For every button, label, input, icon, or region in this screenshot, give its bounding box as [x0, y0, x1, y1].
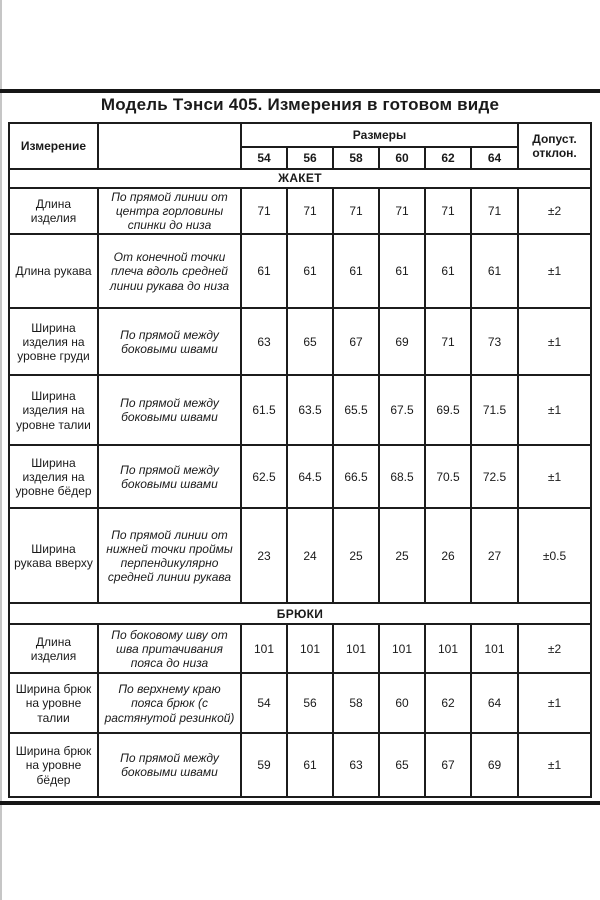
size-value-cell: 71.5 [471, 375, 518, 445]
size-value-cell: 69.5 [425, 375, 471, 445]
size-value-cell: 71 [241, 188, 287, 234]
size-value-cell: 63.5 [287, 375, 333, 445]
size-value-cell: 101 [287, 624, 333, 673]
section-row-pants [9, 603, 591, 624]
size-value-cell: 54 [241, 673, 287, 733]
size-value-cell: 58 [333, 673, 379, 733]
size-value-cell: 64 [471, 673, 518, 733]
size-value-cell: 64.5 [287, 445, 333, 508]
size-value-cell: 61.5 [241, 375, 287, 445]
table-row [9, 308, 591, 375]
table-row [9, 673, 591, 733]
size-value-cell: 101 [425, 624, 471, 673]
measurement-name-cell: Длина рукава [9, 234, 98, 308]
measurement-name-cell: Ширина изделия на уровне бёдер [9, 445, 98, 508]
size-value-cell: 61 [287, 234, 333, 308]
size-value-cell: 71 [471, 188, 518, 234]
method-cell: По прямой линии от центра горловины спинки до низа [98, 188, 241, 234]
method-cell: По прямой линии от нижней точки проймы перпендикулярно средней линии рукава [98, 508, 241, 603]
size-value-cell: 61 [425, 234, 471, 308]
size-value-cell: 24 [287, 508, 333, 603]
top-rule [0, 89, 600, 93]
method-cell: По прямой между боковыми швами [98, 308, 241, 375]
method-cell: По верхнему краю пояса брюк (с растянутой резинкой) [98, 673, 241, 733]
size-value-cell: 101 [333, 624, 379, 673]
size-value-cell: 68.5 [379, 445, 425, 508]
size-value-cell: 62 [425, 673, 471, 733]
size-value-cell: 71 [425, 308, 471, 375]
size-value-cell: 70.5 [425, 445, 471, 508]
section-row-jacket [9, 169, 591, 188]
size-value-cell: 101 [379, 624, 425, 673]
size-value-cell: 71 [379, 188, 425, 234]
measurement-name-cell: Ширина изделия на уровне груди [9, 308, 98, 375]
section-title-jacket: ЖАКЕТ [9, 169, 591, 188]
size-value-cell: 67 [425, 733, 471, 797]
size-value-cell: 27 [471, 508, 518, 603]
measurement-name-cell: Ширина брюк на уровне талии [9, 673, 98, 733]
header-row-1 [9, 123, 591, 147]
tolerance-cell: ±1 [518, 234, 591, 308]
col-header-description [98, 123, 241, 169]
size-value-cell: 72.5 [471, 445, 518, 508]
col-header-measurement: Измерение [9, 123, 98, 169]
measurement-name-cell: Длина изделия [9, 188, 98, 234]
size-value-cell: 69 [471, 733, 518, 797]
table-row [9, 445, 591, 508]
table-row [9, 508, 591, 603]
size-value-cell: 67.5 [379, 375, 425, 445]
col-header-size-56: 56 [287, 147, 333, 169]
size-value-cell: 61 [379, 234, 425, 308]
col-header-tolerance [518, 123, 591, 169]
measurement-name-cell: Ширина рукава вверху [9, 508, 98, 603]
size-value-cell: 71 [287, 188, 333, 234]
col-header-size-58: 58 [333, 147, 379, 169]
method-cell: От конечной точки плеча вдоль средней линии рукава до низа [98, 234, 241, 308]
col-header-size-64: 64 [471, 147, 518, 169]
col-header-size-60: 60 [379, 147, 425, 169]
table-row [9, 375, 591, 445]
size-value-cell: 73 [471, 308, 518, 375]
size-value-cell: 65.5 [333, 375, 379, 445]
bottom-rule [0, 801, 600, 805]
size-value-cell: 65 [287, 308, 333, 375]
size-value-cell: 59 [241, 733, 287, 797]
tolerance-cell: ±0.5 [518, 508, 591, 603]
size-value-cell: 67 [333, 308, 379, 375]
size-value-cell: 71 [333, 188, 379, 234]
size-value-cell: 61 [287, 733, 333, 797]
size-value-cell: 61 [333, 234, 379, 308]
table-row [9, 624, 591, 673]
table-row [9, 733, 591, 797]
size-value-cell: 63 [333, 733, 379, 797]
tolerance-cell: ±1 [518, 375, 591, 445]
size-value-cell: 71 [425, 188, 471, 234]
section-title-pants: БРЮКИ [9, 603, 591, 624]
size-value-cell: 101 [241, 624, 287, 673]
size-value-cell: 26 [425, 508, 471, 603]
col-header-size-62: 62 [425, 147, 471, 169]
tolerance-label-line2: отклон. [532, 146, 577, 160]
tolerance-cell: ±2 [518, 188, 591, 234]
table-row [9, 234, 591, 308]
size-value-cell: 101 [471, 624, 518, 673]
size-value-cell: 25 [333, 508, 379, 603]
tolerance-cell: ±1 [518, 733, 591, 797]
method-cell: По боковому шву от шва притачивания пояса до низа [98, 624, 241, 673]
tolerance-cell: ±1 [518, 308, 591, 375]
page-title: Модель Тэнси 405. Измерения в готовом виде [100, 95, 500, 114]
size-value-cell: 69 [379, 308, 425, 375]
size-value-cell: 23 [241, 508, 287, 603]
size-value-cell: 61 [471, 234, 518, 308]
measurement-name-cell: Длина изделия [9, 624, 98, 673]
measurements-table [8, 122, 592, 798]
size-value-cell: 65 [379, 733, 425, 797]
method-cell: По прямой между боковыми швами [98, 375, 241, 445]
size-value-cell: 62.5 [241, 445, 287, 508]
size-value-cell: 63 [241, 308, 287, 375]
measurement-name-cell: Ширина изделия на уровне талии [9, 375, 98, 445]
tolerance-cell: ±1 [518, 673, 591, 733]
page-edge-line [0, 0, 2, 900]
tolerance-label-line1: Допуст. [532, 131, 577, 146]
col-header-sizes: Размеры [241, 123, 518, 147]
tolerance-cell: ±1 [518, 445, 591, 508]
size-value-cell: 61 [241, 234, 287, 308]
tolerance-cell: ±2 [518, 624, 591, 673]
size-value-cell: 56 [287, 673, 333, 733]
size-value-cell: 25 [379, 508, 425, 603]
col-header-size-54: 54 [241, 147, 287, 169]
measurement-name-cell: Ширина брюк на уровне бёдер [9, 733, 98, 797]
size-value-cell: 66.5 [333, 445, 379, 508]
table-row [9, 188, 591, 234]
size-value-cell: 60 [379, 673, 425, 733]
method-cell: По прямой между боковыми швами [98, 445, 241, 508]
method-cell: По прямой между боковыми швами [98, 733, 241, 797]
